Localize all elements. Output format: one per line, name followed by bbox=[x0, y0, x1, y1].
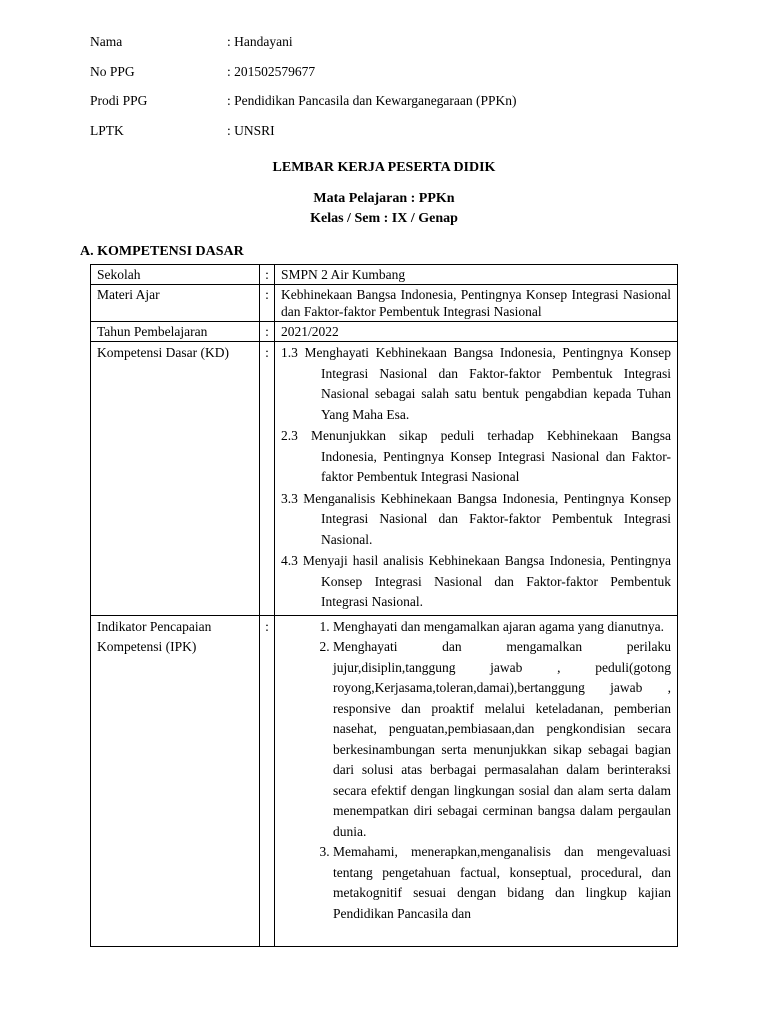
row-value: SMPN 2 Air Kumbang bbox=[275, 265, 678, 285]
ipk-item: 1. Menghayati dan mengamalkan ajaran agama yang dianutnya. bbox=[333, 617, 671, 638]
section-heading: A. KOMPETENSI DASAR bbox=[80, 244, 244, 259]
kd-item: 1.3 Menghayati Kebhinekaan Bangsa Indonesia, Pentingnya Konsep Integrasi Nasional dan Faktor-faktor Pembentuk Integrasi Nasional sebagai salah satu bentuk pengabdian kepada Tuhan Yang Maha Esa. bbox=[281, 345, 671, 422]
identity-label: Prodi PPG bbox=[90, 93, 148, 108]
kd-item: 2.3 Menunjukkan sikap peduli terhadap Kebhinekaan Bangsa Indonesia, Pentingnya Konsep Integrasi Nasional dan Faktor-faktor Pembentuk Integrasi Nasional bbox=[281, 428, 671, 484]
colon: : bbox=[260, 265, 275, 285]
kd-item: 3.3 Menganalisis Kebhinekaan Bangsa Indonesia, Pentingnya Konsep Integrasi Nasional dan Faktor-faktor Pembentuk Integrasi Nasional. bbox=[281, 490, 671, 547]
identity-label: Nama bbox=[90, 34, 123, 49]
colon: : bbox=[260, 285, 275, 322]
identity-row-lptk bbox=[90, 122, 517, 152]
colon: : bbox=[260, 322, 275, 342]
table-row-kd bbox=[91, 342, 678, 616]
row-value: 2021/2022 bbox=[275, 322, 678, 342]
kd-item: 4.3 Menyaji hasil analisis Kebhinekaan Bangsa Indonesia, Pentingnya Konsep Integrasi Nasional dan Faktor-faktor Pembentuk Integrasi Nasional. bbox=[281, 553, 671, 609]
ipk-list bbox=[281, 617, 671, 925]
colon: : bbox=[260, 615, 275, 946]
ipk-content bbox=[281, 617, 671, 945]
identity-block bbox=[90, 33, 517, 151]
document-title: LEMBAR KERJA PESERTA DIDIK bbox=[272, 160, 496, 175]
kd-list bbox=[275, 342, 678, 616]
row-label: Materi Ajar bbox=[91, 285, 260, 322]
identity-row-prodi bbox=[90, 92, 517, 122]
competency-table bbox=[90, 264, 678, 947]
colon: : bbox=[260, 342, 275, 616]
identity-row-no-ppg bbox=[90, 63, 517, 93]
table-row-ipk bbox=[91, 615, 678, 946]
ipk-item: 2. Menghayati dan mengamalkan perilaku jujur,disiplin,tanggung jawab , peduli(gotong royong,Kerjasama,toleran,damai),bertanggung jawab , responsive dan proaktif melalui keteladanan, pemberian nasehat, penguatan,pembiasaan,dan pengkondisian secara berkesinambungan serta menunjukkan sikap sebagai bagian dari solusi atas berbagai permasalahan dalam berinteraksi secara efektif dengan lingkungan sosial dan alam serta dalam menempatkan diri sebagai cerminan bangsa dalam pergaulan dunia. bbox=[333, 637, 671, 842]
table-row-tahun bbox=[91, 322, 678, 342]
ipk-cell bbox=[275, 615, 678, 946]
table-row-sekolah bbox=[91, 265, 678, 285]
row-label: Indikator Pencapaian Kompetensi (IPK) bbox=[91, 615, 260, 946]
identity-label: LPTK bbox=[90, 122, 124, 138]
identity-label: No PPG bbox=[90, 63, 135, 79]
identity-value: : UNSRI bbox=[227, 122, 275, 138]
row-label: Sekolah bbox=[91, 265, 260, 285]
class-semester-line: Kelas / Sem : IX / Genap bbox=[310, 211, 458, 226]
table-row-materi bbox=[91, 285, 678, 322]
identity-value: : Handayani bbox=[227, 34, 293, 49]
row-label: Tahun Pembelajaran bbox=[91, 322, 260, 342]
identity-row-nama bbox=[90, 33, 517, 63]
row-value: Kebhinekaan Bangsa Indonesia, Pentingnya Konsep Integrasi Nasional dan Faktor-faktor Pembentuk Integrasi Nasional bbox=[275, 285, 678, 322]
row-label: Kompetensi Dasar (KD) bbox=[91, 342, 260, 616]
identity-value: : 201502579677 bbox=[227, 63, 316, 79]
identity-value: : Pendidikan Pancasila dan Kewarganegaraan (PPKn) bbox=[227, 93, 517, 108]
ipk-item: 3. Memahami, menerapkan,menganalisis dan mengevaluasi tentang pengetahuan factual, konseptual, procedural, dan metakognitif sesuai dengan bidang dan lingkup kajian Pendidikan Pancasila dan bbox=[333, 842, 671, 924]
subject-line: Mata Pelajaran : PPKn bbox=[313, 191, 455, 206]
